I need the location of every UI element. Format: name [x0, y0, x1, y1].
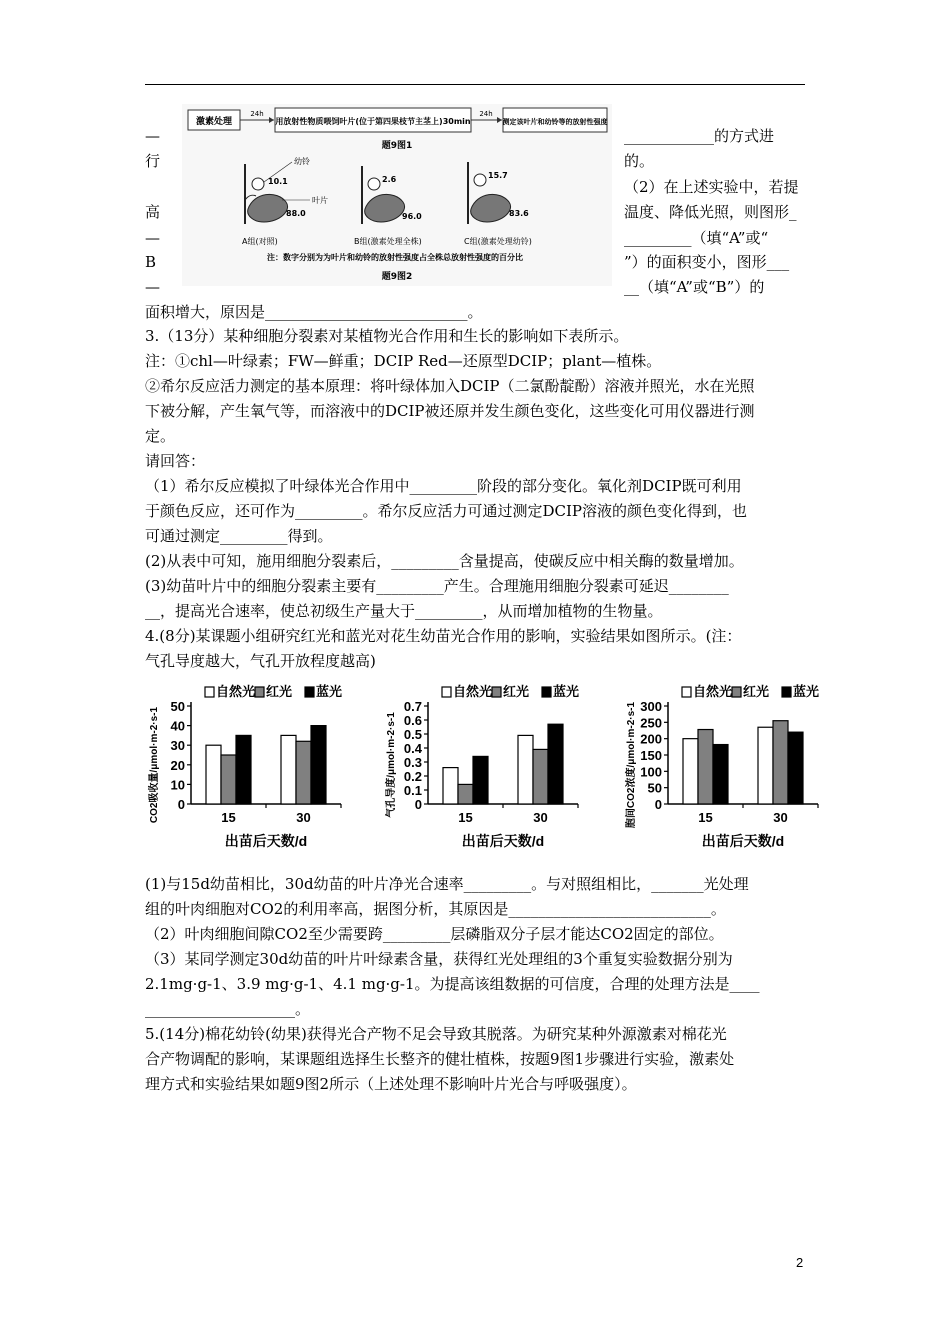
- fig-caption-2: 题9图2: [381, 272, 413, 282]
- body-line-5: 下被分解，产生氧气等，而溶液中的DCIP被还原并发生颜色变化，这些变化可用仪器进行测: [145, 402, 755, 420]
- group-a-name: A组(对照): [242, 237, 278, 246]
- body-line-13: __，提高光合速率，使总初级生产量大于_________，从而增加植物的生物量。: [145, 602, 663, 620]
- wrap-right-3: （2）在上述实验中，若提: [624, 178, 799, 196]
- chart-intercellular-co2: [620, 676, 845, 860]
- bar: [236, 735, 251, 804]
- wrap-right-7: __（填“A”或“B”）的: [624, 278, 765, 296]
- body-line-1: 面积增大，原因是___________________________。: [145, 303, 483, 321]
- fig-step-box-1: 激素处理: [195, 117, 233, 127]
- body-line-12: (3)幼苗叶片中的细胞分裂素主要有_________产生。合理施用细胞分裂素可延迟________: [145, 577, 729, 595]
- y-tick-label: 50: [170, 699, 185, 714]
- legend-swatch: [305, 687, 314, 697]
- chart-stomatal-conductance: [380, 676, 605, 860]
- bar: [296, 741, 311, 804]
- y-tick-label: 30: [170, 738, 185, 754]
- fig-caption-1: 题9图1: [381, 141, 413, 151]
- body-line-6: 定。: [145, 427, 176, 445]
- bar: [758, 727, 773, 804]
- fig-arrow-label-2: 24h: [479, 110, 493, 118]
- body-line-2: 3.（13分）某种细胞分裂素对某植物光合作用和生长的影响如下表所示。: [145, 327, 629, 345]
- y-tick-label: 0.7: [403, 699, 422, 714]
- wrap-right-2: 的。: [624, 152, 655, 170]
- legend-swatch: [205, 687, 214, 697]
- y-tick-label: 50: [647, 780, 662, 796]
- legend-label: 蓝光: [793, 684, 820, 699]
- body-line-4: ②希尔反应活力测定的基本原理：将叶绿体加入DCIP（二氯酚靛酚）溶液并照光，水在光照: [145, 377, 755, 395]
- y-tick-label: 0.2: [403, 769, 422, 784]
- wrap-right-5: _________（填“A”或“: [624, 229, 769, 247]
- plant-a-diagram: [242, 156, 328, 246]
- group-b-leaf-value: 96.0: [402, 212, 422, 221]
- bar: [518, 735, 533, 804]
- wrap-right-4: 温度、降低光照，则图形_: [624, 203, 797, 221]
- body-line-14: 4.(8分)某课题小组研究红光和蓝光对花生幼苗光合作用的影响，实验结果如图所示。(注：: [145, 627, 742, 645]
- bar: [458, 784, 473, 804]
- y-tick-label: 250: [640, 715, 662, 731]
- wrap-left-5: B: [145, 253, 157, 271]
- x-axis-label: 出苗后天数/d: [461, 833, 545, 849]
- after-line-8: 合产物调配的影响，某课题组选择生长整齐的健壮植株，按题9图1步骤进行实验，激素处: [145, 1050, 735, 1068]
- y-axis-label: 胞间CO2浓度/μmol·m-2·s-1: [626, 701, 637, 829]
- fig-note: 注：数字分别为为叶片和幼铃的放射性强度占全株总放射性强度的百分比: [267, 253, 523, 262]
- y-tick-label: 10: [170, 777, 185, 793]
- legend-swatch: [542, 687, 551, 697]
- fig-step-box-3: 测定该叶片和幼铃等的放射性强度: [502, 118, 608, 126]
- y-axis-label: 气孔导度/μmol·m-2·s-1: [386, 712, 397, 818]
- wrap-left-4: —: [145, 229, 160, 247]
- group-a-boll-value: 10.1: [268, 177, 288, 186]
- after-line-1: (1)与15d幼苗相比，30d幼苗的叶片净光合速率_________。与对照组相比，_______光处理: [145, 875, 749, 893]
- plant-c-diagram: [464, 162, 532, 246]
- bar: [443, 768, 458, 804]
- after-line-7: 5.(14分)棉花幼铃(幼果)获得光合产物不足会导致其脱落。为研究某种外源激素对棉花光: [145, 1025, 727, 1043]
- wrap-right-6: ”）的面积变小，图形___: [624, 253, 790, 271]
- wrap-left-1: —: [145, 127, 160, 145]
- legend-label: 红光: [266, 684, 293, 699]
- bar: [683, 739, 698, 804]
- body-line-11: (2)从表中可知，施用细胞分裂素后，_________含量提高，使碳反应中相关酶的数量增加。: [145, 552, 744, 570]
- bar: [788, 732, 803, 804]
- group-a-leaf-value: 88.0: [286, 209, 306, 218]
- body-line-10: 可通过测定_________得到。: [145, 527, 333, 545]
- legend-swatch: [682, 687, 691, 697]
- body-line-3: 注：①chl—叶绿素；FW—鲜重；DCIP Red—还原型DCIP；plant—植株。: [145, 352, 662, 370]
- group-b-boll-value: 2.6: [382, 175, 397, 184]
- y-tick-label: 0.1: [403, 783, 422, 798]
- legend-label: 蓝光: [316, 684, 343, 699]
- y-tick-label: 0.3: [403, 755, 422, 770]
- legend-swatch: [255, 687, 264, 697]
- x-tick-label: 15: [698, 810, 713, 825]
- x-tick-label: 30: [773, 810, 788, 825]
- y-tick-label: 200: [640, 731, 662, 747]
- bar: [698, 730, 713, 804]
- y-tick-label: 20: [170, 757, 185, 773]
- group-b-name: B组(激素处理全株): [354, 237, 422, 246]
- body-line-8: （1）希尔反应模拟了叶绿体光合作用中_________阶段的部分变化。氧化剂DCIP既可利用: [145, 477, 742, 495]
- y-tick-label: 0.6: [403, 713, 422, 728]
- x-tick-label: 15: [458, 810, 473, 825]
- y-tick-label: 40: [170, 718, 185, 734]
- bar: [548, 724, 563, 804]
- wrap-left-3: 高: [145, 203, 161, 221]
- legend-label: 蓝光: [553, 684, 580, 699]
- bar: [773, 721, 788, 804]
- after-line-2: 组的叶肉细胞对CO2的利用率高，据图分析，其原因是___________________________。: [145, 900, 726, 918]
- header-rule: [145, 84, 805, 85]
- x-tick-label: 30: [533, 810, 548, 825]
- x-axis-label: 出苗后天数/d: [224, 833, 308, 849]
- x-tick-label: 15: [221, 810, 236, 825]
- group-c-leaf-value: 83.6: [509, 209, 529, 218]
- legend-label: 自然光: [453, 684, 493, 699]
- wrap-right-1: ____________的方式进: [624, 127, 775, 145]
- after-line-4: （3）某同学测定30d幼苗的叶片叶绿素含量，获得红光处理组的3个重复实验数据分别为: [145, 950, 733, 968]
- legend-swatch: [492, 687, 501, 697]
- bar: [281, 735, 296, 804]
- body-line-7: 请回答：: [145, 452, 206, 470]
- bar: [221, 755, 236, 804]
- after-line-6: ____________________。: [145, 1000, 311, 1018]
- wrap-left-6: —: [145, 278, 160, 296]
- y-axis-label: CO2吸收量/μmol·m-2·s-1: [149, 706, 160, 824]
- y-tick-label: 150: [640, 748, 662, 763]
- y-tick-label: 0: [177, 797, 185, 812]
- body-line-9: 于颜色反应，还可作为_________。希尔反应活力可通过测定DCIP溶液的颜色变化得到，也: [145, 502, 748, 520]
- group-c-name: C组(激素处理幼铃): [464, 237, 532, 246]
- y-tick-label: 300: [640, 699, 662, 714]
- after-line-3: （2）叶肉细胞间隙CO2至少需要跨_________层磷脂双分子层才能达CO2固定的部位。: [145, 925, 724, 943]
- y-tick-label: 0: [414, 797, 422, 812]
- legend-label: 红光: [503, 684, 530, 699]
- legend-label: 自然光: [216, 684, 256, 699]
- after-line-9: 理方式和实验结果如题9图2所示（上述处理不影响叶片光合与呼吸强度）。: [145, 1075, 637, 1093]
- fig-step-box-2: 用放射性物质喂饲叶片(位于第四果枝节主茎上)30min: [275, 117, 471, 126]
- page-number: 2: [796, 1255, 804, 1270]
- fig-label-leaf: 叶片: [312, 196, 328, 205]
- plant-b-diagram: [354, 166, 422, 246]
- bar: [206, 745, 221, 804]
- bar: [713, 745, 728, 804]
- y-tick-label: 0.4: [403, 741, 422, 756]
- wrap-left-2: 行: [145, 152, 161, 170]
- y-tick-label: 0: [654, 797, 662, 812]
- chart-co2-absorption: [143, 676, 368, 860]
- after-line-5: 2.1mg·g-1、3.9 mg·g-1、4.1 mg·g-1。为提高该组数据的可信度，合理的处理方法是____: [145, 975, 760, 993]
- bar: [533, 749, 548, 804]
- legend-swatch: [732, 687, 741, 697]
- y-tick-label: 100: [640, 764, 662, 780]
- legend-label: 红光: [743, 684, 770, 699]
- legend-swatch: [442, 687, 451, 697]
- body-line-15: 气孔导度越大，气孔开放程度越高): [145, 652, 376, 670]
- x-tick-label: 30: [296, 810, 311, 825]
- bar: [311, 726, 326, 804]
- x-axis-label: 出苗后天数/d: [701, 833, 785, 849]
- fig-label-boll: 幼铃: [294, 157, 310, 166]
- bar: [473, 756, 488, 804]
- legend-swatch: [782, 687, 791, 697]
- figure-9-image: [182, 104, 612, 286]
- fig-arrow-label-1: 24h: [250, 110, 264, 118]
- group-c-boll-value: 15.7: [488, 171, 508, 180]
- y-tick-label: 0.5: [403, 727, 422, 742]
- legend-label: 自然光: [693, 684, 733, 699]
